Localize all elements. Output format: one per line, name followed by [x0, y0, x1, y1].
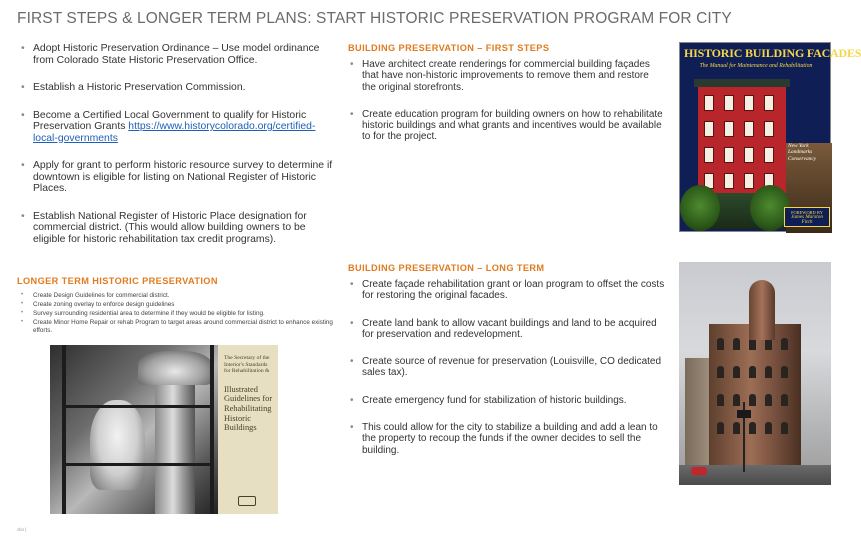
column-shape	[155, 365, 195, 514]
window-shape	[749, 422, 756, 434]
window-shape	[781, 366, 788, 378]
list-item-text: Establish National Register of Historic Place designation for commercial district. (This would allow building owners to be eligible for historic rehabilitation tax credit programs).	[33, 210, 307, 245]
window-shape	[765, 394, 772, 406]
facades-book-author: James Marston Fitch	[791, 214, 823, 226]
window-shape	[781, 422, 788, 434]
first-steps-list	[21, 43, 336, 261]
building-long-term-heading: BUILDING PRESERVATION – LONG TERM	[348, 263, 545, 273]
list-item: • Create zoning overlay to enforce design guidelines	[21, 301, 336, 309]
page-footer: ckn |	[17, 527, 27, 532]
window-shape	[733, 338, 740, 350]
scaffold-pole	[62, 345, 66, 514]
list-item	[21, 43, 336, 66]
facades-book-foreword-label: FOREWORD BY	[791, 210, 823, 215]
window-shape	[717, 338, 724, 350]
window-shape	[704, 121, 714, 137]
window-shape	[744, 173, 754, 189]
scaffold-pole	[210, 345, 214, 514]
window-shape	[724, 173, 734, 189]
standards-book-label	[218, 345, 278, 514]
list-item: • Create emergency fund for stabilization of historic buildings.	[350, 395, 665, 406]
building-first-steps-list	[350, 59, 665, 159]
list-item	[21, 211, 336, 246]
facades-book-cover	[679, 42, 861, 232]
window-shape	[733, 422, 740, 434]
building-long-term-list	[350, 279, 665, 472]
scaffold-rung	[62, 463, 214, 466]
facades-book-author-box	[784, 207, 830, 227]
window-shape	[744, 95, 754, 111]
list-item: • Create source of revenue for preservation (Louisville, CO dedicated sales tax).	[350, 356, 665, 379]
window-shape	[704, 95, 714, 111]
window-shape	[765, 366, 772, 378]
list-item	[21, 110, 336, 145]
window-shape	[749, 366, 756, 378]
window-shape	[717, 394, 724, 406]
window-shape	[764, 147, 774, 163]
standards-book-line2: Illustrated Guidelines for Rehabilitating Historic Buildings	[224, 384, 273, 433]
historic-building-photo	[679, 262, 831, 485]
list-item-text: Establish a Historic Preservation Commission.	[33, 82, 246, 93]
worker-figure	[90, 400, 145, 490]
window-shape	[724, 147, 734, 163]
facades-book-title: HISTORIC BUILDING FACADES	[684, 46, 861, 60]
list-item	[21, 160, 336, 195]
window-shape	[724, 121, 734, 137]
traffic-signal-icon	[737, 410, 751, 418]
window-shape	[781, 394, 788, 406]
list-item: • Create education program for building owners on how to rehabilitate historic buildings and what grants and incentives would be available to for the project.	[350, 109, 665, 143]
window-shape	[764, 95, 774, 111]
window-shape	[704, 147, 714, 163]
window-shape	[744, 147, 754, 163]
seal-icon	[238, 496, 256, 506]
building-main	[709, 324, 801, 474]
window-shape	[765, 422, 772, 434]
standards-book-cover	[50, 345, 278, 514]
window-shape	[724, 95, 734, 111]
certified-local-government-link[interactable]: https://www.historycolorado.org/certified-local-governments	[33, 121, 316, 144]
window-shape	[744, 121, 754, 137]
page-title: FIRST STEPS & LONGER TERM PLANS: START HISTORIC PRESERVATION PROGRAM FOR CITY	[17, 10, 732, 27]
window-shape	[749, 394, 756, 406]
window-shape	[717, 366, 724, 378]
longer-term-heading: LONGER TERM HISTORIC PRESERVATION	[17, 276, 218, 286]
list-item-text: Apply for grant to perform historic resource survey to determine if downtown is eligible for listing on National Register of Historic Places.	[33, 160, 333, 194]
window-shape	[717, 422, 724, 434]
window-shape	[781, 338, 788, 350]
building-first-steps-heading: BUILDING PRESERVATION – FIRST STEPS	[348, 43, 550, 53]
list-item: • Create Design Guidelines for commercial district.	[21, 292, 336, 300]
tree-shape	[680, 185, 720, 231]
list-item: • Create façade rehabilitation grant or loan program to offset the costs for restoring the original facades.	[350, 279, 665, 302]
list-item: • This could allow for the city to stabilize a building and add a lean to the property to recoup the funds if the owner decides to sell the building.	[350, 422, 665, 456]
facades-book-publisher: New York Landmarks Conservancy	[788, 143, 817, 162]
list-item	[21, 82, 336, 94]
cornice-shape	[694, 79, 790, 87]
list-item: • Create land bank to allow vacant buildings and land to be acquired for preservation and redevelopment.	[350, 318, 665, 341]
list-item: • Survey surrounding residential area to determine if they would be eligible for listing.	[21, 310, 336, 318]
window-shape	[733, 394, 740, 406]
standards-book-line1: The Secretary of the Interior's Standards for Rehabilitation &	[224, 355, 270, 375]
car-shape	[691, 467, 707, 475]
window-shape	[764, 121, 774, 137]
facades-book-subtitle: The Manual for Maintenance and Rehabilitation	[699, 63, 813, 69]
building-tower	[749, 280, 775, 340]
longer-term-list	[21, 292, 336, 336]
list-item: • Create Minor Home Repair or rehab Program to target areas around commercial district to enhance existing efforts.	[21, 319, 336, 334]
list-item-text: Adopt Historic Preservation Ordinance – Use model ordinance from Colorado State Historic Preservation Office.	[33, 43, 320, 66]
window-shape	[733, 366, 740, 378]
list-item: • Have architect create renderings for commercial building façades that have non-historic improvements to remove them and restore the original storefronts.	[350, 59, 665, 93]
list-item-text: Become a Certified Local Government to qualify for Historic Preservation Grants	[33, 109, 307, 132]
column-capital-shape	[138, 351, 212, 385]
scaffold-rung	[62, 405, 214, 408]
